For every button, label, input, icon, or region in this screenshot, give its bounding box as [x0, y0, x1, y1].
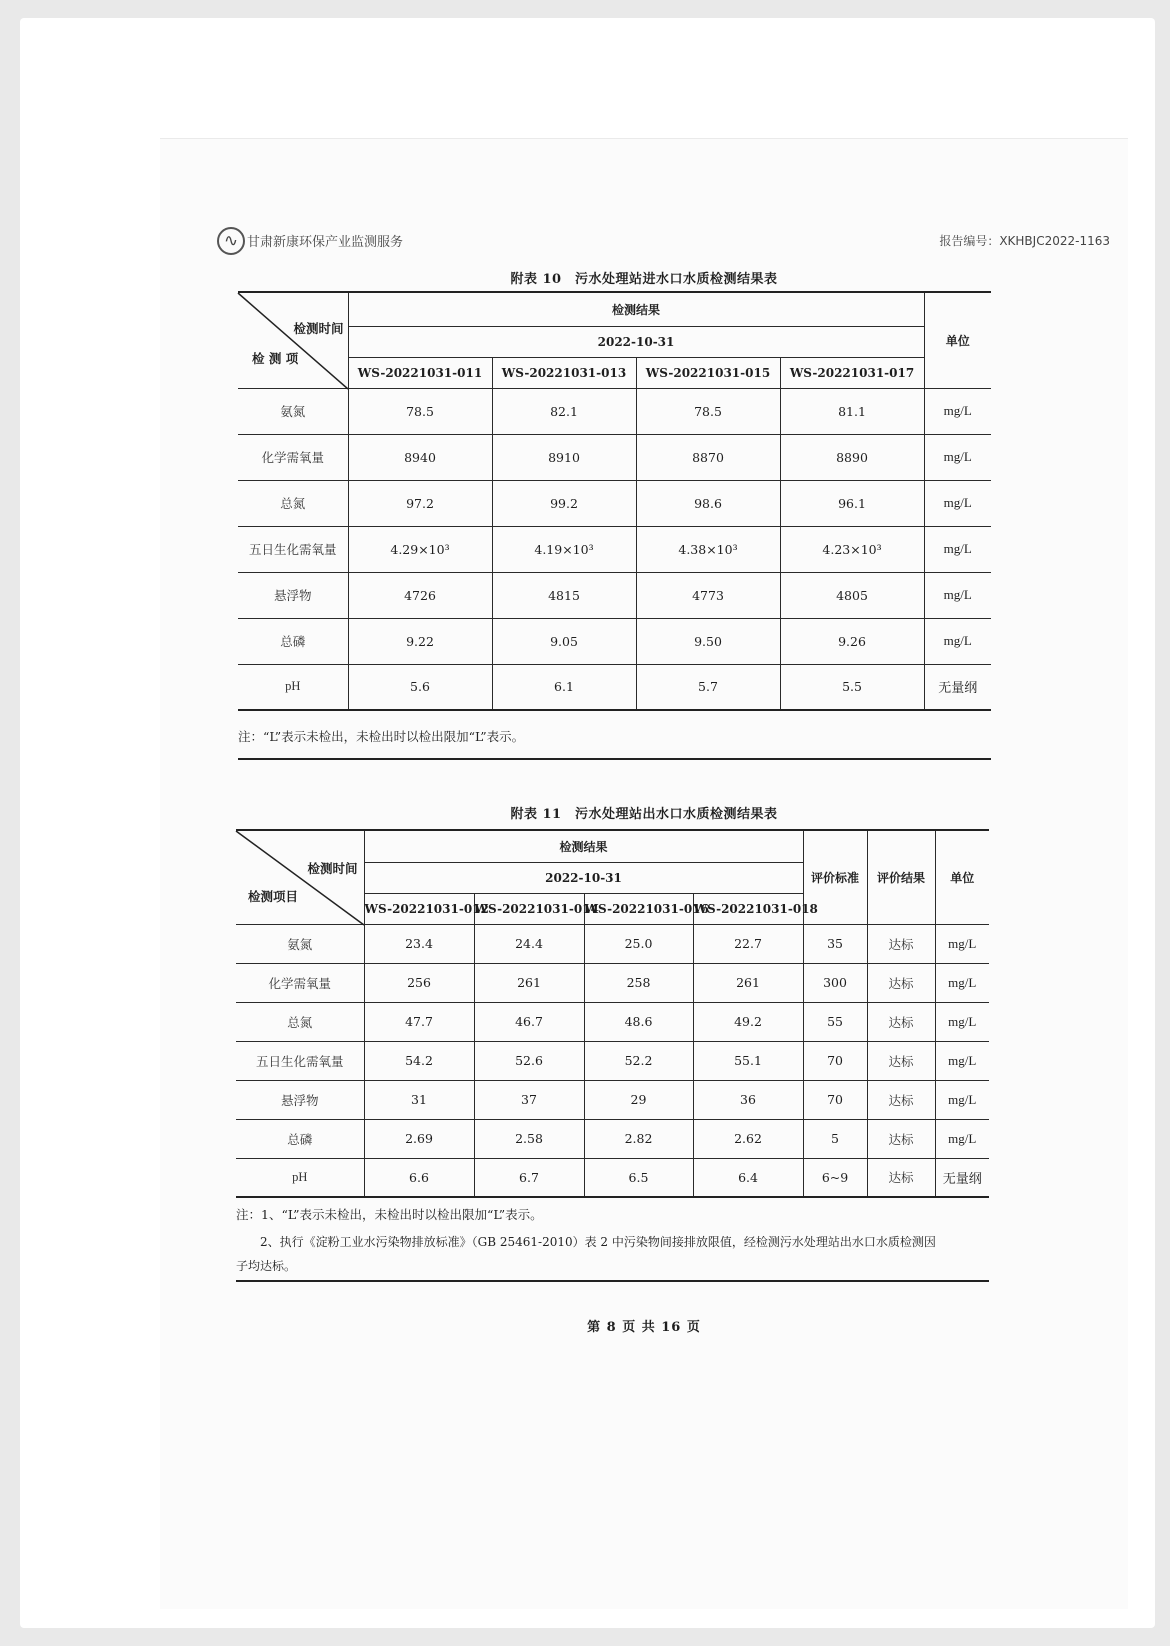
value-cell: 2.62 [693, 1119, 803, 1158]
value-cell: 48.6 [584, 1002, 693, 1041]
result-cell: 达标 [867, 1041, 935, 1080]
value-cell: 36 [693, 1080, 803, 1119]
table10-sample-4: WS-20221031-017 [780, 357, 924, 388]
item-name: 氨氮 [236, 924, 364, 963]
table10-unit-header: 单位 [924, 292, 991, 388]
diagonal-divider [236, 831, 364, 925]
value-cell: 4.38×10³ [636, 526, 780, 572]
value-cell: 261 [474, 963, 584, 1002]
value-cell: 5.5 [780, 664, 924, 710]
value-cell: 98.6 [636, 480, 780, 526]
unit-cell: mg/L [924, 618, 991, 664]
item-name: 总磷 [238, 618, 348, 664]
value-cell: 52.2 [584, 1041, 693, 1080]
value-cell: 47.7 [364, 1002, 474, 1041]
unit-cell: mg/L [924, 572, 991, 618]
report-number: 报告编号：XKHBJC2022-1163 [939, 234, 1110, 248]
item-name: 氨氮 [238, 388, 348, 434]
table11-note-2-line-1: 2、执行《淀粉工业水污染物排放标准》（GB 25461-2010）表 2 中污染物间接排放限值，经检测污水处理站出水口水质检测因 [260, 1235, 936, 1249]
item-name: 五日生化需氧量 [236, 1041, 364, 1080]
table11 [236, 829, 989, 1198]
value-cell: 4.29×10³ [348, 526, 492, 572]
table11-standard-header: 评价标准 [803, 830, 867, 924]
unit-cell: 无量纲 [924, 664, 991, 710]
unit-cell: mg/L [924, 480, 991, 526]
standard-cell: 6~9 [803, 1158, 867, 1197]
item-name: 化学需氧量 [238, 434, 348, 480]
value-cell: 82.1 [492, 388, 636, 434]
value-cell: 55.1 [693, 1041, 803, 1080]
value-cell: 96.1 [780, 480, 924, 526]
table11-title: 附表 11 污水处理站出水口水质检测结果表 [510, 807, 778, 822]
table-row [238, 526, 991, 572]
value-cell: 4815 [492, 572, 636, 618]
value-cell: 31 [364, 1080, 474, 1119]
table-row [238, 618, 991, 664]
table11-sample-2: WS-20221031-014 [474, 893, 584, 924]
value-cell: 24.4 [474, 924, 584, 963]
value-cell: 6.7 [474, 1158, 584, 1197]
table11-result-header: 评价结果 [867, 830, 935, 924]
item-name: 悬浮物 [236, 1080, 364, 1119]
page-number: 第 8 页 共 16 页 [587, 1320, 701, 1335]
value-cell: 2.82 [584, 1119, 693, 1158]
table10-bottom-rule [238, 758, 991, 760]
item-name: 化学需氧量 [236, 963, 364, 1002]
value-cell: 4.23×10³ [780, 526, 924, 572]
value-cell: 78.5 [636, 388, 780, 434]
value-cell: 52.6 [474, 1041, 584, 1080]
company-logo-icon: ∿ [217, 227, 245, 255]
value-cell: 6.4 [693, 1158, 803, 1197]
table11-sample-3: WS-20221031-016 [584, 893, 693, 924]
unit-cell: mg/L [935, 1002, 989, 1041]
table10 [238, 291, 991, 711]
item-name: 总氮 [238, 480, 348, 526]
table10-corner-time: 检测时间 [293, 321, 344, 336]
table11-note-2-line-2: 子均达标。 [236, 1259, 297, 1273]
result-cell: 达标 [867, 1002, 935, 1041]
unit-cell: mg/L [935, 963, 989, 1002]
value-cell: 37 [474, 1080, 584, 1119]
table-row [238, 388, 991, 434]
value-cell: 25.0 [584, 924, 693, 963]
table-row [236, 1002, 989, 1041]
value-cell: 8910 [492, 434, 636, 480]
table11-corner-time: 检测时间 [307, 861, 358, 876]
table-row [236, 924, 989, 963]
value-cell: 5.7 [636, 664, 780, 710]
value-cell: 97.2 [348, 480, 492, 526]
table11-group-header: 检测结果 [364, 830, 803, 862]
value-cell: 22.7 [693, 924, 803, 963]
unit-cell: mg/L [935, 1119, 989, 1158]
value-cell: 23.4 [364, 924, 474, 963]
document-page [160, 138, 1128, 1609]
table11-corner-item: 检测项目 [248, 889, 299, 904]
standard-cell: 70 [803, 1041, 867, 1080]
value-cell: 54.2 [364, 1041, 474, 1080]
table-row [236, 1080, 989, 1119]
company-name: 甘肃新康环保产业监测服务 [247, 235, 404, 250]
table10-date: 2022-10-31 [348, 326, 924, 357]
standard-cell: 35 [803, 924, 867, 963]
table10-sample-2: WS-20221031-013 [492, 357, 636, 388]
value-cell: 256 [364, 963, 474, 1002]
item-name: pH [238, 664, 348, 710]
table10-note: 注：“L”表示未检出，未检出时以检出限加“L”表示。 [238, 729, 525, 744]
unit-cell: mg/L [935, 1080, 989, 1119]
value-cell: 49.2 [693, 1002, 803, 1041]
table10-group-header: 检测结果 [348, 292, 924, 326]
value-cell: 46.7 [474, 1002, 584, 1041]
table10-sample-3: WS-20221031-015 [636, 357, 780, 388]
value-cell: 2.69 [364, 1119, 474, 1158]
result-cell: 达标 [867, 1158, 935, 1197]
result-cell: 达标 [867, 963, 935, 1002]
value-cell: 4.19×10³ [492, 526, 636, 572]
unit-cell: mg/L [935, 1041, 989, 1080]
item-name: 总磷 [236, 1119, 364, 1158]
value-cell: 8890 [780, 434, 924, 480]
value-cell: 258 [584, 963, 693, 1002]
value-cell: 9.22 [348, 618, 492, 664]
standard-cell: 300 [803, 963, 867, 1002]
standard-cell: 55 [803, 1002, 867, 1041]
table-row [236, 1158, 989, 1197]
scan-sheet [20, 18, 1155, 1628]
value-cell: 78.5 [348, 388, 492, 434]
table-row [236, 1041, 989, 1080]
unit-cell: mg/L [935, 924, 989, 963]
table10-corner-header [238, 292, 348, 388]
result-cell: 达标 [867, 924, 935, 963]
value-cell: 261 [693, 963, 803, 1002]
table-row [238, 434, 991, 480]
value-cell: 6.6 [364, 1158, 474, 1197]
value-cell: 81.1 [780, 388, 924, 434]
table10-corner-item: 检 测 项 [252, 351, 299, 366]
value-cell: 8940 [348, 434, 492, 480]
table10-title: 附表 10 污水处理站进水口水质检测结果表 [510, 272, 778, 287]
table11-corner-header [236, 830, 364, 924]
table11-sample-1: WS-20221031-012 [364, 893, 474, 924]
result-cell: 达标 [867, 1119, 935, 1158]
table11-note-1: 注：1、“L”表示未检出，未检出时以检出限加“L”表示。 [236, 1207, 543, 1222]
unit-cell: mg/L [924, 388, 991, 434]
value-cell: 6.5 [584, 1158, 693, 1197]
table11-bottom-rule [236, 1280, 989, 1282]
value-cell: 9.05 [492, 618, 636, 664]
value-cell: 9.26 [780, 618, 924, 664]
value-cell: 2.58 [474, 1119, 584, 1158]
table-row [236, 963, 989, 1002]
table-row [238, 480, 991, 526]
unit-cell: mg/L [924, 434, 991, 480]
unit-cell: 无量纲 [935, 1158, 989, 1197]
value-cell: 99.2 [492, 480, 636, 526]
table-row [238, 572, 991, 618]
value-cell: 29 [584, 1080, 693, 1119]
unit-cell: mg/L [924, 526, 991, 572]
value-cell: 4805 [780, 572, 924, 618]
item-name: pH [236, 1158, 364, 1197]
table10-sample-1: WS-20221031-011 [348, 357, 492, 388]
standard-cell: 5 [803, 1119, 867, 1158]
table-row [238, 664, 991, 710]
table11-unit-header: 单位 [935, 830, 989, 924]
item-name: 总氮 [236, 1002, 364, 1041]
diagonal-divider [238, 293, 348, 389]
result-cell: 达标 [867, 1080, 935, 1119]
value-cell: 8870 [636, 434, 780, 480]
standard-cell: 70 [803, 1080, 867, 1119]
table-row [236, 1119, 989, 1158]
value-cell: 4773 [636, 572, 780, 618]
value-cell: 4726 [348, 572, 492, 618]
item-name: 悬浮物 [238, 572, 348, 618]
table11-sample-4: WS-20221031-018 [693, 893, 803, 924]
item-name: 五日生化需氧量 [238, 526, 348, 572]
table11-date: 2022-10-31 [364, 862, 803, 893]
value-cell: 6.1 [492, 664, 636, 710]
value-cell: 9.50 [636, 618, 780, 664]
value-cell: 5.6 [348, 664, 492, 710]
